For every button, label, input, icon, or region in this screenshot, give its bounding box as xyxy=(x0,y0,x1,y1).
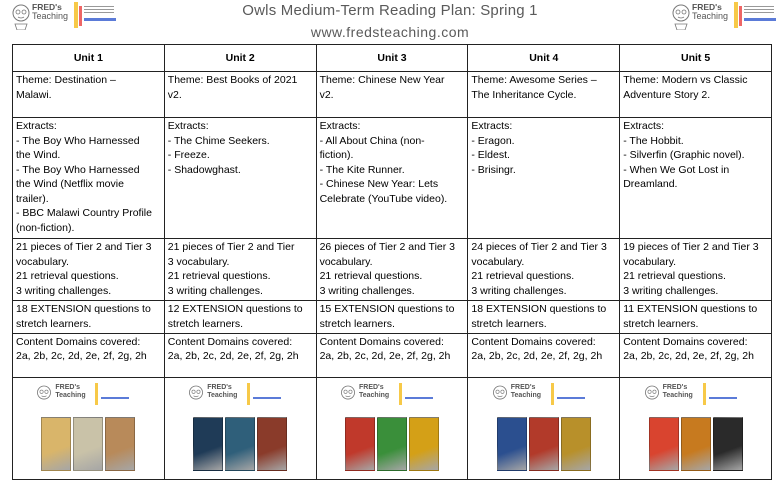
cell-text-line: v2. xyxy=(319,88,334,101)
vocabulary-cell xyxy=(468,239,620,301)
cell-text-line: stretch learners. xyxy=(623,317,699,330)
theme-cell xyxy=(316,72,468,118)
extension-cell xyxy=(316,301,468,334)
book-cover xyxy=(41,417,71,471)
cell-text-line: v2. xyxy=(167,88,182,101)
reading-plan-table xyxy=(12,44,772,480)
cell-text-line: 3 writing challenges. xyxy=(16,284,112,297)
cell-text-line: Extracts: xyxy=(623,120,665,133)
cell-text-line: vocabulary. xyxy=(319,255,373,268)
logo-line1: FRED's xyxy=(358,383,384,391)
face-sketch-icon xyxy=(491,383,509,407)
cell-text-line: - All About China (non- xyxy=(319,134,425,147)
cell-text-line: Theme: Chinese New Year xyxy=(319,74,445,87)
cell-text-line: 15 EXTENSION questions to xyxy=(319,303,455,316)
cell-text-line: stretch learners. xyxy=(319,317,395,330)
logo-yellow-bar xyxy=(734,2,738,28)
cell-text-line: 21 retrieval questions. xyxy=(471,270,575,283)
face-sketch-icon xyxy=(35,383,53,407)
book-covers xyxy=(181,417,299,473)
cell-text-line: vocabulary. xyxy=(471,255,525,268)
cell-text-line: 19 pieces of Tier 2 and Tier 3 xyxy=(623,241,759,254)
content-domains-cell xyxy=(164,333,316,378)
logo-blue-bar xyxy=(405,397,433,399)
extracts-cell xyxy=(13,118,165,239)
logo-yellow-bar xyxy=(95,383,98,405)
cell-text-line: 24 pieces of Tier 2 and Tier 3 xyxy=(471,241,607,254)
website-url[interactable]: www.fredsteaching.com xyxy=(310,24,470,40)
logo-line1: FRED's xyxy=(207,383,232,391)
logo-blue-bar xyxy=(557,397,585,399)
cell-text-line: Content Domains covered: xyxy=(319,335,444,348)
cell-text-line: 18 EXTENSION questions to xyxy=(16,303,151,316)
book-images-row xyxy=(13,378,772,480)
book-cover xyxy=(105,417,135,471)
content-domains-row xyxy=(13,333,772,378)
book-cover xyxy=(257,417,287,471)
extension-row xyxy=(13,301,772,334)
cell-text-line: - Freeze. xyxy=(167,149,210,162)
vocabulary-cell xyxy=(13,239,165,301)
book-covers xyxy=(29,417,147,473)
face-sketch-icon xyxy=(670,2,692,30)
cell-text-line: 21 retrieval questions. xyxy=(319,270,423,283)
vocabulary-row xyxy=(13,239,772,301)
book-thumbnail-cell xyxy=(316,378,468,480)
logo-line2: Teaching xyxy=(358,391,390,399)
page-title: Owls Medium-Term Reading Plan: Spring 1 xyxy=(242,2,538,19)
cell-text-line: 2a, 2b, 2c, 2d, 2e, 2f, 2g, 2h xyxy=(623,350,754,363)
extension-cell xyxy=(468,301,620,334)
book-cover xyxy=(649,417,679,471)
extracts-cell xyxy=(468,118,620,239)
book-thumbnail-cell xyxy=(620,378,772,480)
logo-yellow-bar xyxy=(247,383,250,405)
theme-cell xyxy=(620,72,772,118)
cell-text-line: - The Kite Runner. xyxy=(319,163,405,176)
cell-text-line: 2a, 2b, 2c, 2d, 2e, 2f, 2g, 2h xyxy=(16,350,147,363)
book-thumbnail-cell xyxy=(468,378,620,480)
book-cover xyxy=(73,417,103,471)
book-covers xyxy=(485,417,603,473)
extension-cell xyxy=(164,301,316,334)
book-thumbnail-image xyxy=(181,383,299,475)
vocabulary-cell xyxy=(620,239,772,301)
unit-heading: Unit 4 xyxy=(468,45,620,72)
cell-text-line: 11 EXTENSION questions to xyxy=(623,303,758,316)
extension-cell xyxy=(13,301,165,334)
extension-cell xyxy=(620,301,772,334)
logo-line2: Teaching xyxy=(662,391,693,399)
logo-line2: Teaching xyxy=(510,391,541,399)
mini-logo xyxy=(35,383,135,411)
extracts-row xyxy=(13,118,772,239)
cell-text-line: - Shadowghast. xyxy=(167,163,241,176)
unit-heading: Unit 5 xyxy=(620,45,772,72)
cell-text-line: 3 writing challenges. xyxy=(167,284,263,297)
face-sketch-icon xyxy=(187,383,205,407)
extracts-cell xyxy=(316,118,468,239)
cell-text-line: the Wind (Netflix movie xyxy=(16,178,124,191)
cell-text-line: the Wind. xyxy=(16,149,61,162)
cell-text-line: stretch learners. xyxy=(471,317,547,330)
extracts-cell xyxy=(620,118,772,239)
content-domains-cell xyxy=(620,333,772,378)
book-cover xyxy=(377,417,407,471)
cell-text-line: Content Domains covered: xyxy=(623,335,748,348)
cell-text-line: Theme: Modern vs Classic xyxy=(623,74,748,87)
cell-text-line: trailer). xyxy=(16,192,49,205)
logo-yellow-bar xyxy=(703,383,706,405)
cell-text-line: 21 retrieval questions. xyxy=(623,270,726,283)
mini-logo xyxy=(339,383,439,411)
extracts-cell xyxy=(164,118,316,239)
logo-line2: Teaching xyxy=(55,391,86,399)
cell-text-line: 2a, 2b, 2c, 2d, 2e, 2f, 2g, 2h xyxy=(319,350,451,363)
face-sketch-icon xyxy=(643,383,661,407)
book-thumbnail-image xyxy=(29,383,147,475)
logo-blue-bar xyxy=(744,18,776,21)
content-domains-cell xyxy=(316,333,468,378)
cell-text-line: Extracts: xyxy=(319,120,361,133)
cell-text-line: Content Domains covered: xyxy=(471,335,596,348)
cell-text-line: Adventure Story 2. xyxy=(623,88,711,101)
book-cover xyxy=(193,417,223,471)
cell-text-line: The Inheritance Cycle. xyxy=(471,88,577,101)
cell-text-line: 26 pieces of Tier 2 and Tier 3 xyxy=(319,241,456,254)
vocabulary-cell xyxy=(316,239,468,301)
cell-text-line: 3 writing challenges. xyxy=(623,284,719,297)
book-cover xyxy=(225,417,255,471)
vocabulary-cell xyxy=(164,239,316,301)
cell-text-line: Theme: Best Books of 2021 xyxy=(167,74,298,87)
book-thumbnail-image xyxy=(637,383,755,475)
logo-line2: Teaching xyxy=(207,391,238,399)
cell-text-line: Malawi. xyxy=(16,88,52,101)
freds-teaching-logo-right xyxy=(670,2,780,32)
book-thumbnail-image xyxy=(333,383,451,475)
logo-yellow-bar xyxy=(551,383,554,405)
cell-text-line: - Eragon. xyxy=(471,134,515,147)
cell-text-line: - Brisingr. xyxy=(471,163,516,176)
logo-blue-bar xyxy=(253,397,281,399)
cell-text-line: Theme: Awesome Series – xyxy=(471,74,597,87)
face-sketch-icon xyxy=(339,383,357,407)
cell-text-line: - The Boy Who Harnessed xyxy=(16,134,140,147)
cell-text-line: (non-fiction). xyxy=(16,221,75,234)
cell-text-line: Theme: Destination – xyxy=(16,74,116,87)
logo-line2: Teaching xyxy=(32,11,69,21)
book-cover xyxy=(529,417,559,471)
cell-text-line: Celebrate (YouTube video). xyxy=(319,192,448,205)
logo-small-text xyxy=(744,6,774,14)
cell-text-line: 3 writing challenges. xyxy=(471,284,567,297)
logo-red-bar xyxy=(739,6,742,26)
cell-text-line: - Eldest. xyxy=(471,149,510,162)
cell-text-line: - The Hobbit. xyxy=(623,134,684,147)
content-domains-cell xyxy=(13,333,165,378)
cell-text-line: stretch learners. xyxy=(16,317,92,330)
cell-text-line: 3 writing challenges. xyxy=(319,284,415,297)
logo-line1: FRED's xyxy=(55,383,81,391)
logo-blue-bar xyxy=(101,397,129,399)
book-thumbnail-cell xyxy=(13,378,165,480)
cell-text-line: Extracts: xyxy=(471,120,513,133)
unit-heading: Unit 2 xyxy=(164,45,316,72)
cell-text-line: - The Chime Seekers. xyxy=(167,134,270,147)
book-cover xyxy=(713,417,743,471)
logo-blue-bar xyxy=(709,397,737,399)
cell-text-line: Extracts: xyxy=(167,120,209,133)
cell-text-line: vocabulary. xyxy=(16,255,69,268)
cell-text-line: 21 pieces of Tier 2 and Tier 3 xyxy=(16,241,152,254)
cell-text-line: Content Domains covered: xyxy=(167,335,293,348)
cell-text-line: 2a, 2b, 2c, 2d, 2e, 2f, 2g, 2h xyxy=(167,350,299,363)
mini-logo xyxy=(491,383,591,411)
cell-text-line: stretch learners. xyxy=(167,317,244,330)
book-thumbnail-cell xyxy=(164,378,316,480)
cell-text-line: 18 EXTENSION questions to xyxy=(471,303,607,316)
cell-text-line: 2a, 2b, 2c, 2d, 2e, 2f, 2g, 2h xyxy=(471,350,603,363)
cell-text-line: Extracts: xyxy=(16,120,57,133)
content-domains-cell xyxy=(468,333,620,378)
book-cover xyxy=(497,417,527,471)
theme-cell xyxy=(13,72,165,118)
cell-text-line: - The Boy Who Harnessed xyxy=(16,163,140,176)
cell-text-line: vocabulary. xyxy=(623,255,677,268)
cell-text-line: Content Domains covered: xyxy=(16,335,141,348)
cell-text-line: - When We Got Lost in xyxy=(623,163,730,176)
logo-line1: FRED's xyxy=(510,383,536,391)
theme-cell xyxy=(468,72,620,118)
unit-heading: Unit 1 xyxy=(13,45,165,72)
cell-text-line: 21 pieces of Tier 2 and Tier xyxy=(167,241,295,254)
cell-text-line: 21 retrieval questions. xyxy=(16,270,119,283)
cell-text-line: 21 retrieval questions. xyxy=(167,270,271,283)
book-cover xyxy=(561,417,591,471)
cell-text-line: fiction). xyxy=(319,149,354,162)
page-header xyxy=(0,0,780,44)
unit-header-row xyxy=(13,45,772,72)
book-covers xyxy=(333,417,451,473)
logo-line1: FRED's xyxy=(32,2,62,12)
book-thumbnail-image xyxy=(485,383,603,475)
cell-text-line: - Silverfin (Graphic novel). xyxy=(623,149,745,162)
cell-text-line: - BBC Malawi Country Profile xyxy=(16,207,152,220)
logo-line2: Teaching xyxy=(692,11,729,21)
theme-row xyxy=(13,72,772,118)
cell-text-line: 12 EXTENSION questions to xyxy=(167,303,303,316)
book-cover xyxy=(345,417,375,471)
book-cover xyxy=(681,417,711,471)
unit-heading: Unit 3 xyxy=(316,45,468,72)
mini-logo xyxy=(643,383,743,411)
cell-text-line: - Chinese New Year: Lets xyxy=(319,178,439,191)
theme-cell xyxy=(164,72,316,118)
cell-text-line: Dreamland. xyxy=(623,178,678,191)
book-covers xyxy=(637,417,755,473)
logo-yellow-bar xyxy=(399,383,402,405)
cell-text-line: 3 vocabulary. xyxy=(167,255,230,268)
logo-line1: FRED's xyxy=(662,383,688,391)
logo-line1: FRED's xyxy=(692,2,722,12)
mini-logo xyxy=(187,383,287,411)
book-cover xyxy=(409,417,439,471)
